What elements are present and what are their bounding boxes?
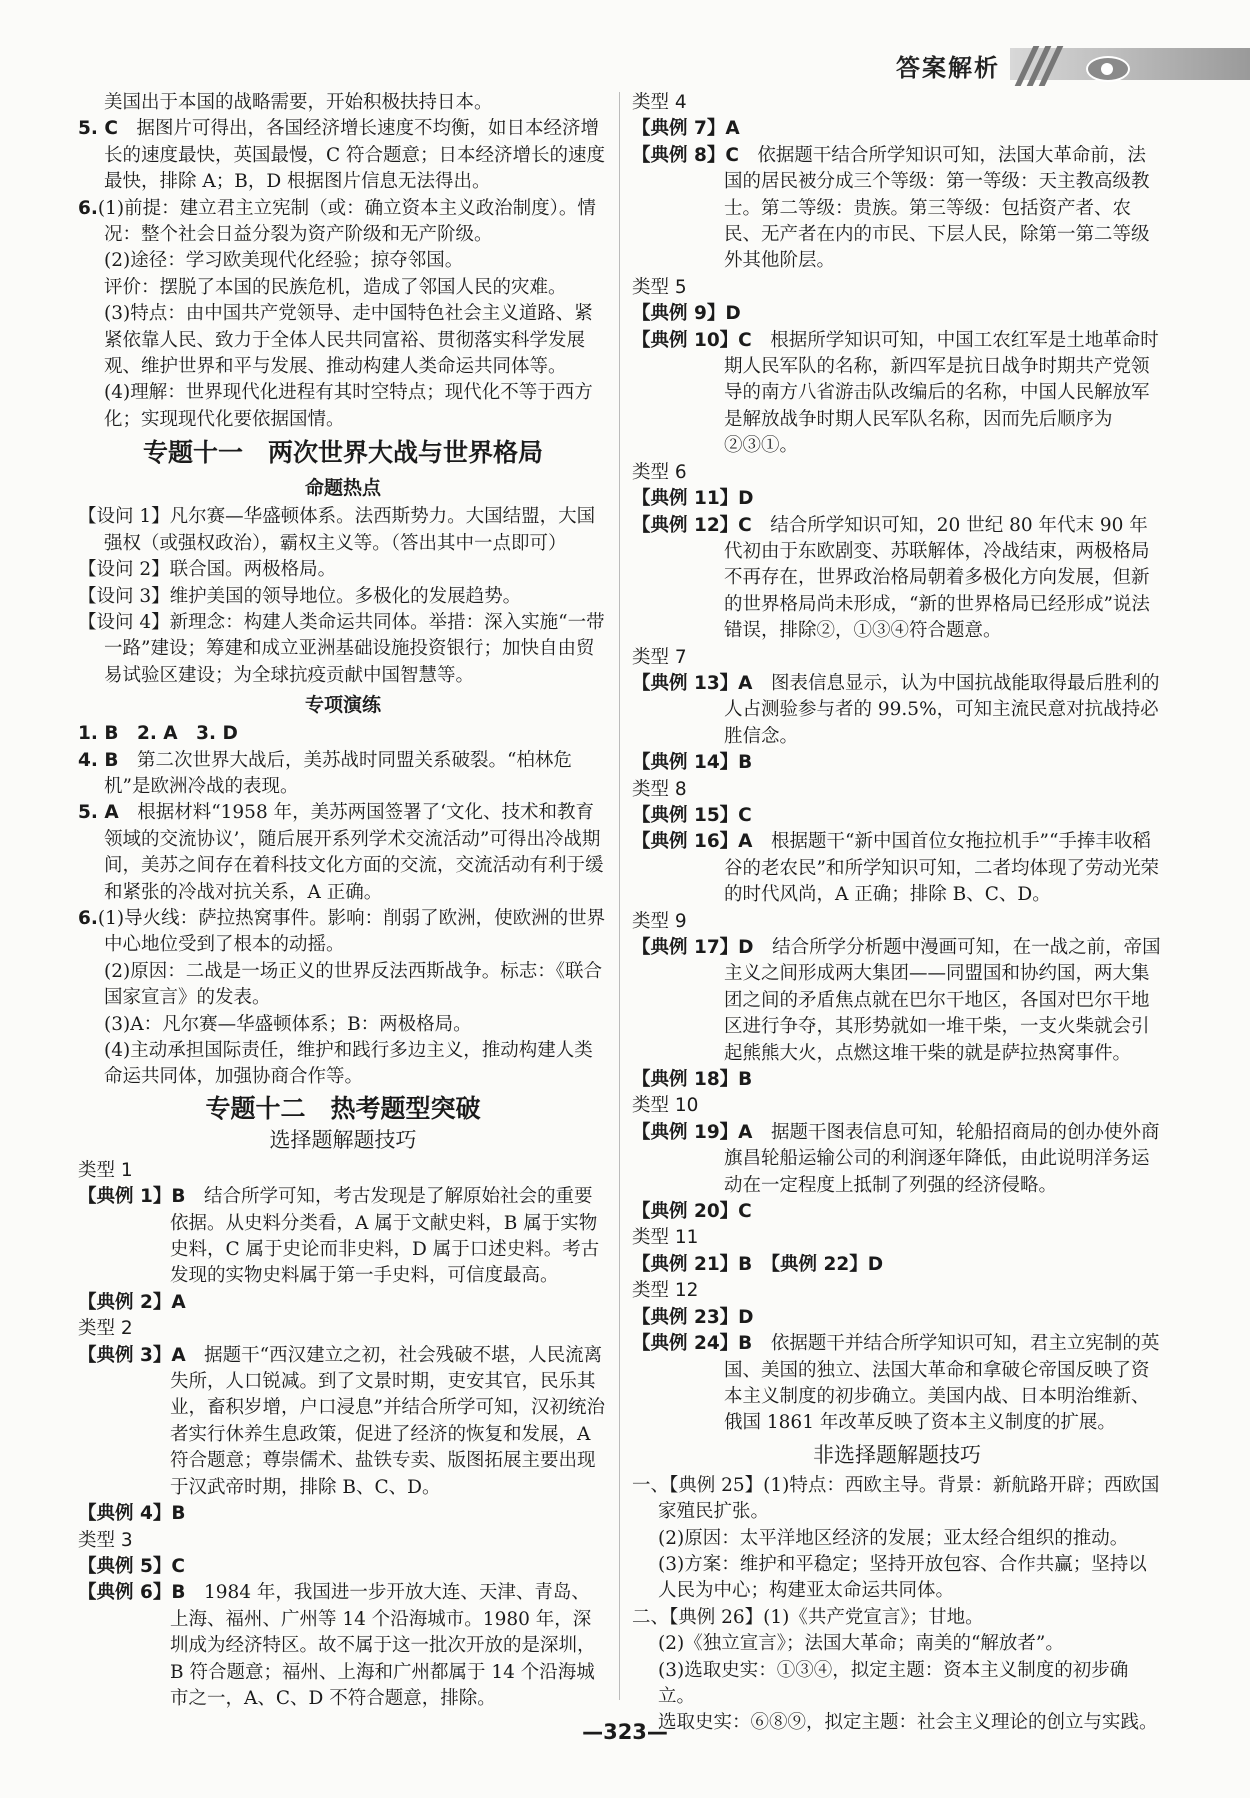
example-label: 【典例 23】D [632, 1306, 754, 1328]
answer-text: (3)A：凡尔赛—华盛顿体系；B：两极格局。 [104, 1013, 472, 1035]
example-item [78, 1184, 608, 1290]
example-text: 据题干“西汉建立之初，社会残破不堪，人民流离失所，人口锐减。到了文景时期，吏安其官，民乐其业，畜积岁增，户口浸息”并结合所学可知，汉初统治者实行休养生息政策，促进了经济的恢复和发展，A 符合题意；尊崇儒术、盐铁专卖、版图拓展主要出现于汉武帝时期，排除 B、C、D。 [170, 1344, 605, 1498]
example-label: 【典例 3】A [78, 1344, 186, 1366]
example-text: 根据题干“新中国首位女拖拉机手”“手捧丰收稻谷的老农民”和所学知识可知，二者均体现了劳动光荣的时代风尚，A 正确；排除 B、C、D。 [724, 831, 1159, 906]
type-label: 类型 11 [632, 1227, 699, 1249]
subheading-choice-skills: 选择题解题技巧 [269, 1127, 417, 1152]
example-item [632, 935, 1162, 1067]
answer-text: (2)《独立宣言》；法国大革命；南美的“解放者”。 [658, 1633, 1064, 1655]
example-label: 【典例 18】B [632, 1069, 753, 1091]
example-item [632, 513, 1162, 645]
answer-text: 第二次世界大战后，美苏战时同盟关系破裂。“柏林危机”是欧洲冷战的表现。 [104, 749, 572, 797]
answer-text: 根据材料“1958 年，美苏两国签署了‘文化、技术和教育领域的交流协议’，随后展开系列学术交流活动”可得出冷战期间，美苏之间存在着科技文化方面的交流，交流活动有利于缓和紧张的冷战对抗关系，A 正确。 [104, 802, 604, 903]
example-item [632, 829, 1162, 908]
answer-text: 选取史实：⑥⑧⑨，拟定主题：社会主义理论的创立与实践。 [658, 1712, 1158, 1734]
example-text: 依据题干结合所学知识可知，法国大革命前，法国的居民被分成三个等级：第一等级：天主教高级教士。第二等级：贵族。第三等级：包括资产者、农民、无产者在内的市民、下层人民，除第一第二等级外其他阶层。 [724, 144, 1150, 272]
example-label: 【典例 20】C [632, 1201, 752, 1223]
example-label: 【典例 17】D [632, 937, 754, 958]
example-text: 依据题干并结合所学知识可知，君主立宪制的英国、美国的独立、法国大革命和拿破仑帝国反映了资本主义制度的初步确立。美国内战、日本明治维新、俄国 1861 年改革反映了资本主义制度的扩展。 [724, 1333, 1160, 1434]
question-answer: 【设问 3】维护美国的领导地位。多极化的发展趋势。 [78, 585, 522, 607]
answer-item [78, 196, 608, 249]
answer-item [78, 906, 608, 959]
answer-text: (2)途径：学习欧美现代化经验；掠夺邻国。 [104, 250, 464, 272]
answer-text: (3)方案：维护和平稳定；坚持开放包容、合作共赢；坚持以人民为中心；构建亚太命运共同体。 [658, 1553, 1147, 1602]
answer-number: 5. C [78, 118, 118, 140]
answer-text: (3)选取史实：①③④，拟定主题：资本主义制度的初步确立。 [658, 1659, 1129, 1707]
example-label: 【典例 7】A [632, 118, 740, 140]
answer-text: 据图片可得出，各国经济增长速度不均衡，如日本经济增长的速度最快，英国最慢，C 符合题意；日本经济增长的速度最快，排除 A；B，D 根据图片信息无法得出。 [104, 118, 606, 193]
text-line: 美国出于本国的战略需要，开始积极扶持日本。 [104, 92, 493, 113]
answer-text: (4)理解：世界现代化进程有其时空特点；现代化不等于西方化；实现现代化要依据国情。 [104, 382, 593, 430]
page-number: —323— [582, 1720, 668, 1744]
eye-logo-icon [1086, 56, 1130, 82]
example-label: 【典例 4】B [78, 1503, 186, 1525]
example-item [632, 671, 1162, 750]
answer-item [78, 800, 608, 906]
example-label: 【典例 19】A [632, 1121, 753, 1143]
example-label: 【典例 12】C [632, 514, 752, 536]
subheading-exercises: 专项演练 [304, 694, 381, 717]
question-answer: 【设问 1】凡尔赛—华盛顿体系。法西斯势力。大国结盟，大国强权（或强权政治），霸权主义等。（答出其中一点即可） [78, 506, 596, 554]
answer-text: 一、【典例 25】(1)特点：西欧主导。背景：新航路开辟；西欧国家殖民扩张。 [632, 1474, 1160, 1523]
answer-number: 4. B [78, 749, 119, 771]
example-item [78, 1580, 608, 1712]
answer-text: 二、【典例 26】(1)《共产党宣言》；甘地。 [632, 1606, 984, 1628]
type-label: 类型 6 [632, 461, 687, 483]
type-label: 类型 8 [632, 778, 687, 800]
type-label: 类型 9 [632, 910, 687, 932]
subheading-hotspots: 命题热点 [304, 477, 381, 500]
left-column [78, 90, 608, 1712]
type-label: 类型 1 [78, 1159, 133, 1181]
answer-text: (2)原因：太平洋地区经济的发展；亚太经合组织的推动。 [658, 1527, 1129, 1549]
example-label: 【典例 15】C [632, 804, 752, 826]
answer-text: (3)特点：由中国共产党领导、走中国特色社会主义道路、紧紧依靠人民、致力于全体人民共同富裕、贯彻落实科学发展观、维护世界和平与发展、推动构建人类命运共同体等。 [104, 303, 593, 378]
example-text: 结合所学分析题中漫画可知，在一战之前，帝国主义之间形成两大集团——同盟国和协约国，两大集团之间的矛盾焦点就在巴尔干地区，各国对巴尔干地区进行争夺，其形势就如一堆干柴，一支火柴就会引起熊熊大火，点燃这堆干柴的就是萨拉热窝事件。 [724, 937, 1161, 1064]
example-label: 【典例 1】B [78, 1186, 186, 1208]
example-label: 【典例 16】A [632, 831, 753, 853]
answer-text: 评价：摆脱了本国的民族危机，造成了邻国人民的灾难。 [104, 276, 567, 298]
example-label: 【典例 8】C [632, 144, 739, 166]
example-text: 据题干图表信息可知，轮船招商局的创办使外商旗昌轮船运输公司的利润逐年降低，由此说明洋务运动在一定程度上抵制了列强的经济侵略。 [724, 1121, 1160, 1196]
section-title: 答案解析 [896, 54, 1000, 82]
example-text: 1984 年，我国进一步开放大连、天津、青岛、上海、福州、广州等 14 个沿海城市。1980 年，深圳成为经济特区。故不属于这一批次开放的是深圳，B 符合题意；福州、上海和广州都属于 14 个沿海城市之一，A、C、D 不符合题意，排除。 [170, 1582, 596, 1709]
example-label: 【典例 9】D [632, 303, 741, 325]
example-label: 【典例 2】A [78, 1291, 186, 1313]
example-label: 【典例 13】A [632, 672, 753, 694]
topic-heading-12: 专题十二 热考题型突破 [205, 1093, 481, 1123]
example-item [632, 1120, 1162, 1199]
answer-text: (4)主动承担国际责任，维护和践行多边主义，推动构建人类命运共同体，加强协商合作等。 [104, 1040, 593, 1088]
answer-line: 1. B 2. A 3. D [78, 723, 238, 745]
right-column [632, 90, 1162, 1737]
example-text: 图表信息显示，认为中国抗战能取得最后胜利的人占测验参与者的 99.5%，可知主流民意对抗战持必胜信念。 [724, 672, 1160, 747]
example-item [632, 1331, 1162, 1437]
answer-number: 6. [78, 907, 98, 929]
example-label: 【典例 11】D [632, 488, 754, 510]
page-header [820, 44, 1250, 86]
example-item [632, 143, 1162, 275]
answer-item [78, 748, 608, 801]
type-label: 类型 5 [632, 276, 687, 298]
type-label: 类型 7 [632, 646, 687, 668]
example-label: 【典例 14】B [632, 752, 753, 774]
answer-text: (1)前提：建立君主立宪制（或：确立资本主义政治制度）。情况：整个社会日益分裂为资产阶级和无产阶级。 [97, 197, 596, 246]
subheading-nonchoice-skills: 非选择题解题技巧 [813, 1442, 981, 1467]
header-bar [1010, 48, 1250, 80]
example-item [78, 1343, 608, 1501]
example-label: 【典例 5】C [78, 1555, 185, 1577]
type-label: 类型 10 [632, 1095, 699, 1117]
answer-number: 6. [78, 197, 98, 219]
answer-number: 5. A [78, 802, 119, 824]
example-label: 【典例 24】B [632, 1333, 753, 1355]
example-label: 【典例 6】B [78, 1582, 186, 1604]
example-item [632, 328, 1162, 460]
type-label: 类型 3 [78, 1529, 133, 1551]
type-label: 类型 2 [78, 1318, 133, 1340]
example-label: 【典例 10】C [632, 329, 752, 351]
answer-item [78, 116, 608, 195]
topic-heading-11: 专题十一 两次世界大战与世界格局 [142, 438, 543, 468]
example-text: 结合所学知识可知，20 世纪 80 年代末 90 年代初由于东欧剧变、苏联解体，冷战结束，两极格局不再存在，世界政治格局朝着多极化方向发展，但新的世界格局尚未形成，“新的世界格局已经形成”说法错误，排除②，①③④符合题意。 [724, 514, 1150, 642]
question-answer: 【设问 2】联合国。两极格局。 [78, 559, 337, 581]
example-text: 结合所学可知，考古发现是了解原始社会的重要依据。从史料分类看，A 属于文献史料，B 属于实物史料，C 属于史论而非史料，D 属于口述史料。考古发现的实物史料属于第一手史料，可信度最高。 [170, 1186, 600, 1287]
answer-text: (2)原因：二战是一场正义的世界反法西斯战争。标志：《联合国家宣言》的发表。 [104, 960, 602, 1009]
question-answer: 【设问 4】新理念：构建人类命运共同体。举措：深入实施“一带一路”建设；筹建和成立亚洲基础设施投资银行；加快自由贸易试验区建设；为全球抗疫贡献中国智慧等。 [78, 611, 605, 686]
answer-text: (1)导火线：萨拉热窝事件。影响：削弱了欧洲，使欧洲的世界中心地位受到了根本的动摇。 [97, 907, 606, 956]
column-divider [619, 92, 620, 1700]
type-label: 类型 12 [632, 1280, 699, 1302]
type-label: 类型 4 [632, 92, 687, 113]
example-label: 【典例 21】B 【典例 22】D [632, 1253, 884, 1275]
example-text: 根据所学知识可知，中国工农红军是土地革命时期人民军队的名称，新四军是抗日战争时期共产党领导的南方八省游击队改编后的名称，中国人民解放军是解放战争时期人民军队名称，因而先后顺序为②③①。 [724, 329, 1159, 457]
